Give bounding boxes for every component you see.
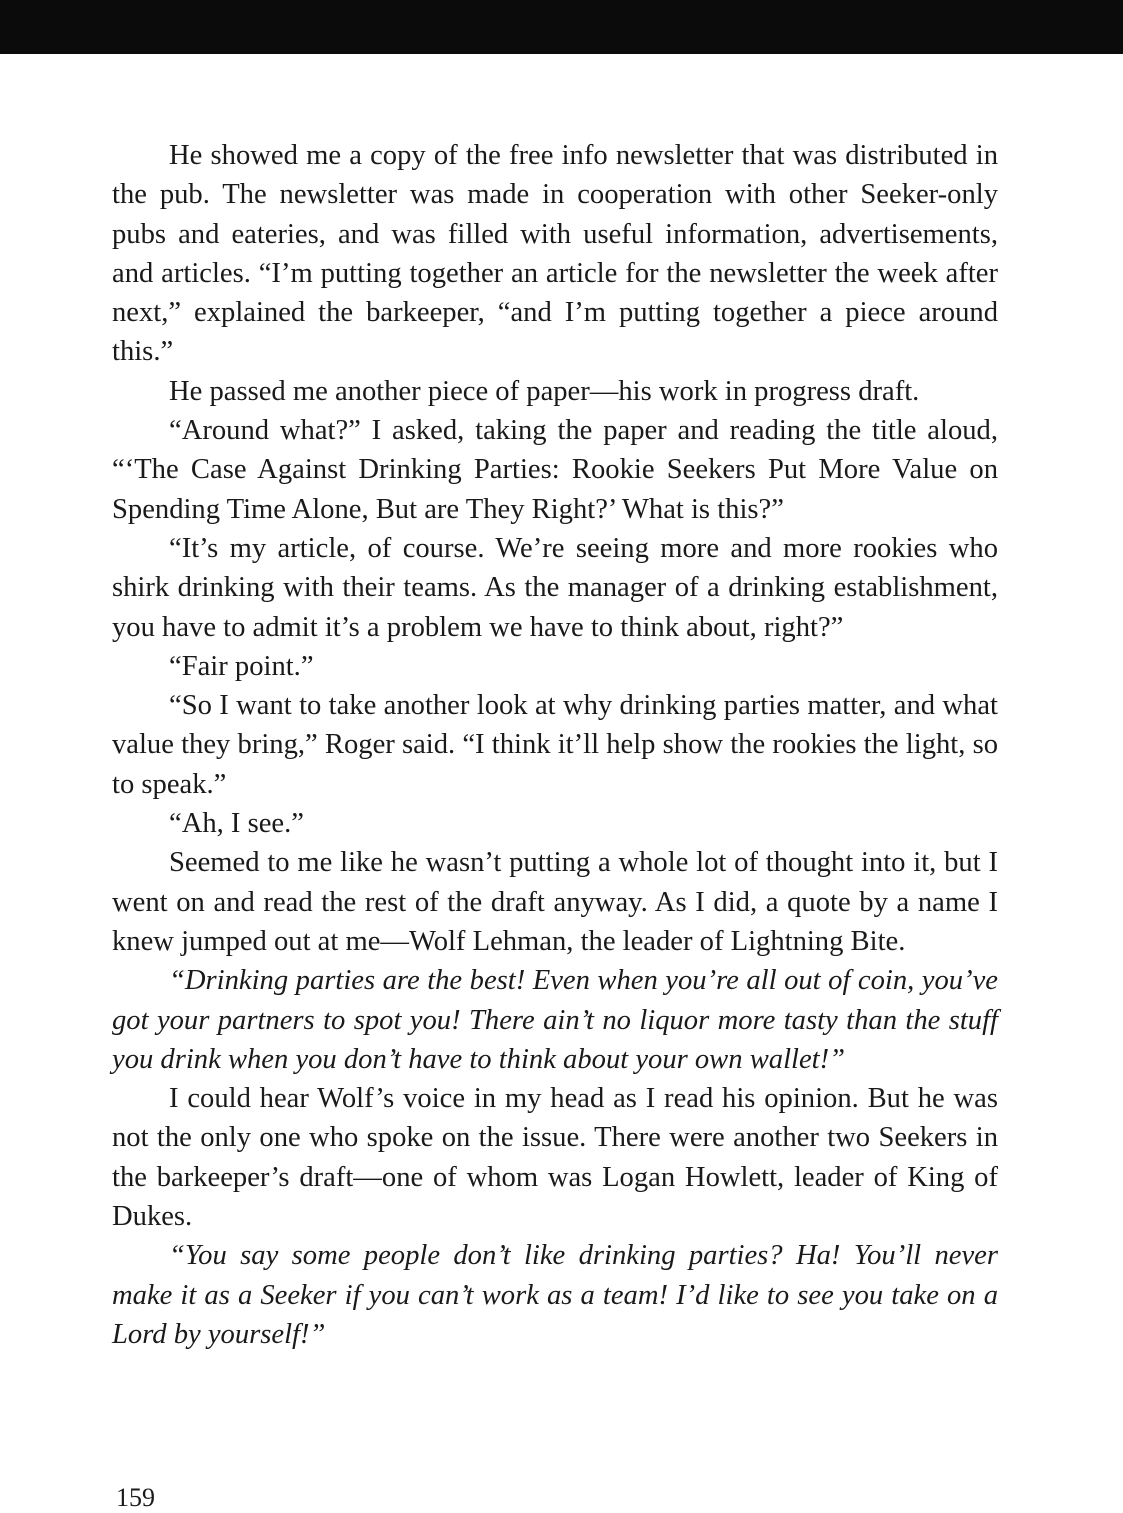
page-number: 159 (116, 1483, 155, 1512)
paragraph: “It’s my article, of course. We’re seeing more and more rookies who shirk drinking with their teams. As the manager of a drinking establishment, you have to admit it’s a problem we have to think about, right?” (112, 532, 998, 643)
paragraph: “Around what?” I asked, taking the paper and reading the title aloud, “‘The Case Against Drinking Parties: Rookie Seekers Put More Value on Spending Time Alone, But are They Right?’ What is this?” (112, 415, 998, 525)
paragraph: He showed me a copy of the free info newsletter that was distributed in the pub. The newsletter was made in cooperation with other Seeker-only pubs and eateries, and was filled with useful information, advertisements, and articles. “I’m putting together an article for the newsletter the week after next,” explained the barkeeper, “and I’m putting together a piece around this.” (112, 140, 998, 368)
page-body (112, 136, 998, 1354)
scan-border-bar (0, 0, 1123, 54)
paragraph: He passed me another piece of paper—his work in progress draft. (169, 375, 920, 407)
paragraph: “Ah, I see.” (169, 808, 304, 840)
quote-paragraph: “You say some people don’t like drinking parties? Ha! You’ll never make it as a Seeker if you can’t work as a team! I’d like to see you take on a Lord by yourself!” (112, 1240, 998, 1350)
paragraph: “Fair point.” (169, 650, 314, 682)
paragraph: I could hear Wolf’s voice in my head as I read his opinion. But he was not the only one who spoke on the issue. There were another two Seekers in the barkeeper’s draft—one of whom was Logan Howlett, leader of King of Dukes. (112, 1083, 998, 1233)
quote-paragraph: “Drinking parties are the best! Even when you’re all out of coin, you’ve got your partners to spot you! There ain’t no liquor more tasty than the stuff you drink when you don’t have to think about your own wallet!” (112, 965, 998, 1075)
paragraph: Seemed to me like he wasn’t putting a whole lot of thought into it, but I went on and read the rest of the draft anyway. As I did, a quote by a name I knew jumped out at me—Wolf Lehman, the leader of Lightning Bite. (112, 847, 998, 957)
paragraph: “So I want to take another look at why drinking parties matter, and what value they bring,” Roger said. “I think it’ll help show the rookies the light, so to speak.” (112, 690, 998, 800)
